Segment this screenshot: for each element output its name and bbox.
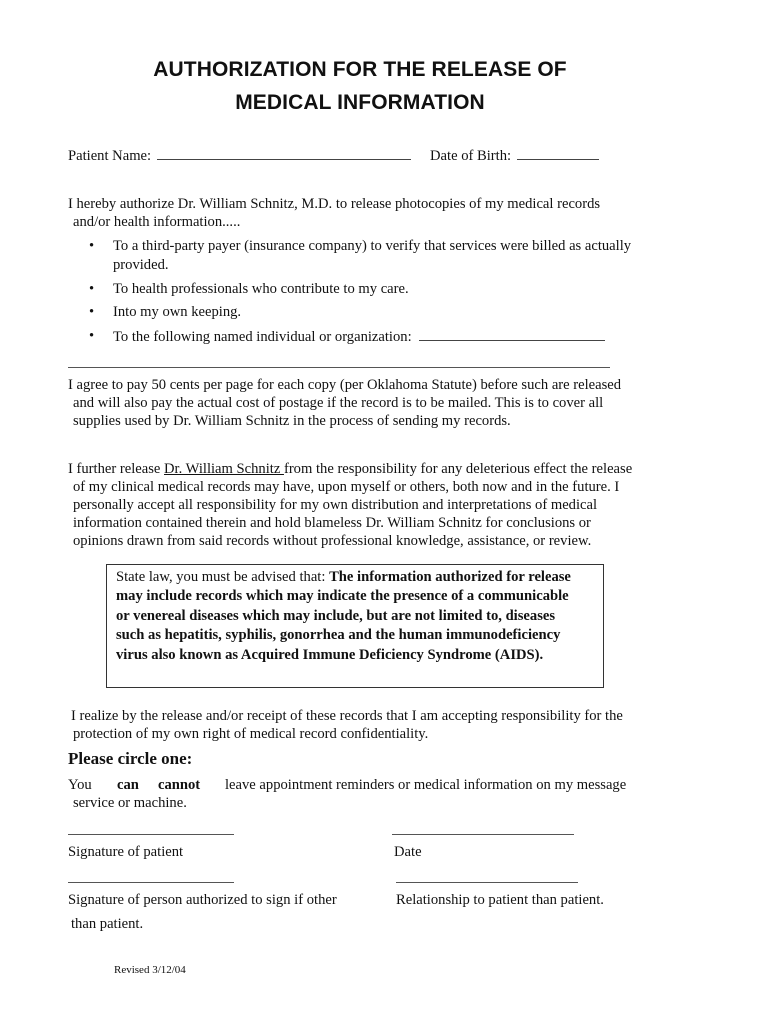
responsibility-line-1: I realize by the release and/or receipt of these records that I am accepting responsibility for the (71, 708, 623, 724)
release-line-2: of my clinical medical records may have, upon myself or others, both now and in the future. I (73, 479, 620, 495)
patient-name-label: Patient Name: (68, 148, 152, 164)
authorization-line-1: I hereby authorize Dr. William Schnitz, M.D. to release photocopies of my medical records (68, 196, 601, 212)
circle-one-heading: Please circle one: (68, 749, 193, 768)
release-line-3: personally accept all responsibility for my own distribution and interpretations of medical (73, 497, 598, 513)
authorized-signature-label-1: Signature of person authorized to sign if other (68, 892, 337, 908)
named-individual-continuation-line[interactable] (68, 367, 610, 368)
authorization-line-2: and/or health information..... (73, 214, 241, 230)
relationship-label: Relationship to patient than patient. (396, 892, 604, 908)
notice-line-2: may include records which may indicate the presence of a communicable (116, 588, 569, 604)
circle-rest-line-1: leave appointment reminders or medical information on my message (225, 777, 627, 793)
patient-name-field (68, 147, 411, 165)
release-doctor-name: Dr. William Schnitz (164, 461, 284, 477)
bullet-third-party-payer: To a third-party payer (insurance company) to verify that services were billed as actually (113, 238, 632, 254)
dob-line[interactable] (517, 147, 599, 160)
notice-line-3: or venereal diseases which may include, but are not limited to, diseases (116, 608, 556, 624)
revised-date: Revised 3/12/04 (114, 964, 186, 973)
release-suffix: from the responsibility for any deleterious effect the release (283, 461, 633, 477)
release-line-4: information contained therein and hold blameless Dr. William Schnitz for conclusions or (73, 515, 591, 531)
release-line-1 (68, 461, 632, 478)
dob-label: Date of Birth: (430, 148, 512, 164)
date-label: Date (394, 844, 422, 860)
circle-option-cannot[interactable]: cannot (158, 777, 201, 793)
notice-line-5: virus also known as Acquired Immune Deficiency Syndrome (AIDS). (116, 647, 544, 663)
named-individual-line[interactable] (419, 328, 605, 341)
patient-signature-label: Signature of patient (68, 844, 184, 860)
notice-bold-start: The information authorized for release (329, 569, 571, 585)
date-line[interactable] (392, 834, 574, 835)
bullet-own-keeping: Into my own keeping. (113, 304, 242, 320)
notice-line-4: such as hepatitis, syphilis, gonorrhea and the human immunodeficiency (116, 627, 561, 643)
release-prefix: I further release (68, 461, 165, 477)
bullet-dot: • (89, 281, 95, 297)
circle-you: You (68, 777, 92, 793)
footer-clip (0, 962, 770, 973)
payment-line-2: and will also pay the actual cost of postage if the record is to be mailed. This is to cover all (73, 395, 604, 411)
authorized-signature-label-2: than patient. (71, 916, 144, 932)
dob-field (430, 147, 599, 165)
bullet-third-party-payer-cont: provided. (113, 257, 169, 273)
authorized-signature-line[interactable] (68, 882, 234, 883)
form-title-line1: AUTHORIZATION FOR THE RELEASE OF (153, 58, 567, 81)
bullet-dot: • (89, 304, 95, 320)
patient-name-line[interactable] (157, 147, 411, 160)
patient-signature-line[interactable] (68, 834, 234, 835)
notice-line-1 (116, 569, 571, 586)
named-individual-label: To the following named individual or organization: (113, 329, 412, 345)
notice-prefix: State law, you must be advised that: (116, 569, 330, 585)
bullet-health-professionals: To health professionals who contribute to my care. (113, 281, 409, 297)
form-title-line2: MEDICAL INFORMATION (235, 91, 485, 114)
circle-option-can[interactable]: can (117, 777, 139, 793)
circle-rest-line-2: service or machine. (73, 795, 187, 811)
payment-line-1: I agree to pay 50 cents per page for each copy (per Oklahoma Statute) before such are released (68, 377, 622, 393)
relationship-line[interactable] (396, 882, 578, 883)
responsibility-line-2: protection of my own right of medical record confidentiality. (73, 726, 429, 742)
bullet-named-individual (113, 328, 605, 346)
payment-line-3: supplies used by Dr. William Schnitz in the process of sending my records. (73, 413, 511, 429)
bullet-dot: • (89, 328, 95, 344)
release-line-5: opinions drawn from said records without professional knowledge, assistance, or review. (73, 533, 592, 549)
bullet-dot: • (89, 238, 95, 254)
